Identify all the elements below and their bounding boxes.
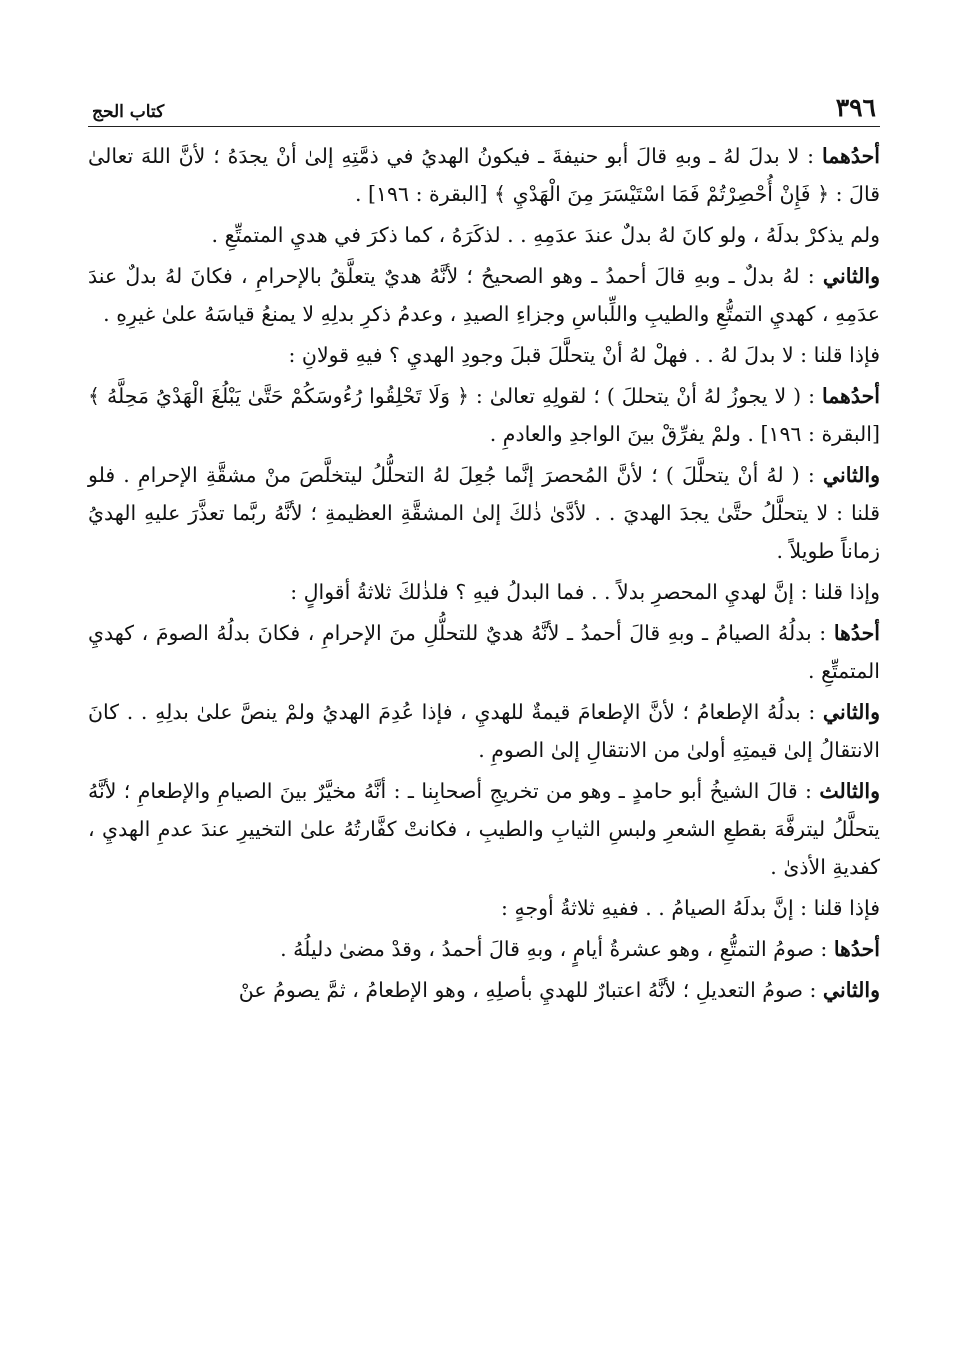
paragraph-text: : صومُ التعديلِ ؛ لأنَّهُ اعتبارٌ للهديِ بأصلِهِ ، وهو الإطعامُ ، ثمَّ يصومُ عنْ	[238, 978, 823, 1002]
paragraph-text: : لهُ بدلٌ ـ وبهِ قالَ أحمدُ ـ وهو الصحيحُ ؛ لأنَّهُ هديٌ يتعلَّقُ بالإحرامِ ، فكانَ لهُ بدلٌ عندَ عدَمِهِ ، كهديِ التمتُّعِ والطيبِ واللِّباسِ وجزاءِ الصيدِ ، وعدمُ ذكرِ بدلِهِ لا يمنعُ قياسَهُ علىٰ غيرِهِ .	[88, 264, 880, 326]
paragraph-text: فإذا قلنا : لا بدلَ لهُ . . فهلْ لهُ أنْ يتحلَّلَ قبلَ وجودِ الهديِ ؟ فيهِ قولانِ :	[288, 343, 880, 367]
paragraph-9	[88, 693, 880, 769]
book-title: كتاب الحج	[92, 102, 165, 122]
paragraph-3	[88, 257, 880, 333]
paragraph-7	[88, 573, 880, 611]
paragraph-text: فإذا قلنا : إنَّ بدلَهُ الصيامُ . . ففيهِ ثلاثةُ أوجهٍ :	[501, 896, 880, 920]
paragraph-13	[88, 971, 880, 1009]
paragraph-5	[88, 377, 880, 453]
paragraph-6	[88, 456, 880, 570]
page	[88, 78, 880, 1012]
paragraph-10	[88, 772, 880, 886]
paragraph-text: : ( لهُ أنْ يتحلَّلَ ) ؛ لأنَّ المُحصرَ إنَّما جُعِلَ لهُ التحلُّلُ ليتخلَّصَ منْ مشقَّةِ الإحرامِ . فلو قلنا : لا يتحلَّلُ حتَّىٰ يجدَ الهديَ . . لأدَّىٰ ذٰلكَ إلىٰ المشقَّةِ العظيمةِ ؛ لأنَّهُ ربَّما تعذَّرَ عليهِ الهديُ زماناً طويلاً .	[88, 463, 880, 563]
paragraph-text: : لا بدلَ لهُ ـ وبهِ قالَ أبو حنيفةَ ـ فيكونُ الهديُ في ذمَّتِهِ إلىٰ أنْ يجدَهُ ؛ لأنَّ اللهَ تعالىٰ قالَ : ﴿ فَإِنْ أُحْصِرْتُمْ فَمَا اسْتَيْسَرَ مِنَ الْهَدْيِ ﴾ [البقرة : ١٩٦] .	[88, 144, 880, 206]
paragraph-text: : صومُ التمتُّعِ ، وهو عشرةُ أيامٍ ، وبهِ قالَ أحمدُ ، وقدْ مضىٰ دليلُهُ .	[280, 937, 834, 961]
page-body	[88, 137, 880, 1009]
paragraph-text: ولم يذكرْ بدلَهُ ، ولو كانَ لهُ بدلٌ عندَ عدَمِهِ . . لذكَرَهُ ، كما ذكرَ في هديِ المتمتِّعِ .	[211, 223, 880, 247]
paragraph-8	[88, 614, 880, 690]
paragraph-lead: أحدُهما	[821, 384, 880, 408]
paragraph-text: : بدلُهُ الصيامُ ـ وبهِ قالَ أحمدُ ـ لأنَّهُ هديٌ للتحلُّلِ منَ الإحرامِ ، فكانَ بدلُهُ الصومَ ، كهديِ المتمتِّعِ .	[88, 621, 880, 683]
paragraph-text: : قالَ الشيخُ أبو حامدٍ ـ وهو من تخريجِ أصحابِنا ـ : أنَّهُ مخيَّرٌ بينَ الصيامِ والإطعامِ ؛ لأنَّهُ يتحلَّلُ ليترفَّهَ بقطعِ الشعرِ ولبسِ الثيابِ والطيبِ ، فكانتْ كفَّارتُهُ علىٰ التخييرِ عندَ عدمِ الهديِ ، كفديةِ الأذىٰ .	[88, 779, 880, 879]
paragraph-lead: والثاني	[822, 463, 880, 487]
page-number: ٣٩٦	[835, 93, 876, 122]
paragraph-lead: أحدُها	[833, 621, 880, 645]
paragraph-lead: والثاني	[822, 264, 880, 288]
paragraph-lead: والثالث	[819, 779, 880, 803]
paragraph-text: : ( لا يجوزُ لهُ أنْ يتحللَ ) ؛ لقولِهِ تعالىٰ : ﴿ وَلَا تَحْلِقُوا رُءُوسَكُمْ حَتَّىٰ يَبْلُغَ الْهَدْيُ مَحِلَّهُ ﴾ [البقرة : ١٩٦] . ولمْ يفرِّقْ بينَ الواجدِ والعادمِ .	[88, 384, 880, 446]
paragraph-lead: والثاني	[822, 978, 880, 1002]
paragraph-lead: أحدُهما	[821, 144, 880, 168]
page-header	[88, 78, 880, 127]
paragraph-text: وإذا قلنا : إنَّ لهديِ المحصرِ بدلاً . . فما البدلُ فيهِ ؟ فلذٰلكَ ثلاثةُ أقوالٍ :	[290, 580, 880, 604]
paragraph-4	[88, 336, 880, 374]
paragraph-lead: أحدُها	[833, 937, 880, 961]
paragraph-12	[88, 930, 880, 968]
paragraph-2	[88, 216, 880, 254]
paragraph-text: : بدلُهُ الإطعامُ ؛ لأنَّ الإطعامَ قيمةٌ للهديِ ، فإذا عُدِمَ الهديُ ولمْ ينصَّ علىٰ بدلِهِ . . كانَ الانتقالُ إلىٰ قيمتِهِ أولىٰ من الانتقالِ إلىٰ الصومِ .	[88, 700, 880, 762]
paragraph-1	[88, 137, 880, 213]
paragraph-lead: والثاني	[822, 700, 880, 724]
paragraph-11	[88, 889, 880, 927]
